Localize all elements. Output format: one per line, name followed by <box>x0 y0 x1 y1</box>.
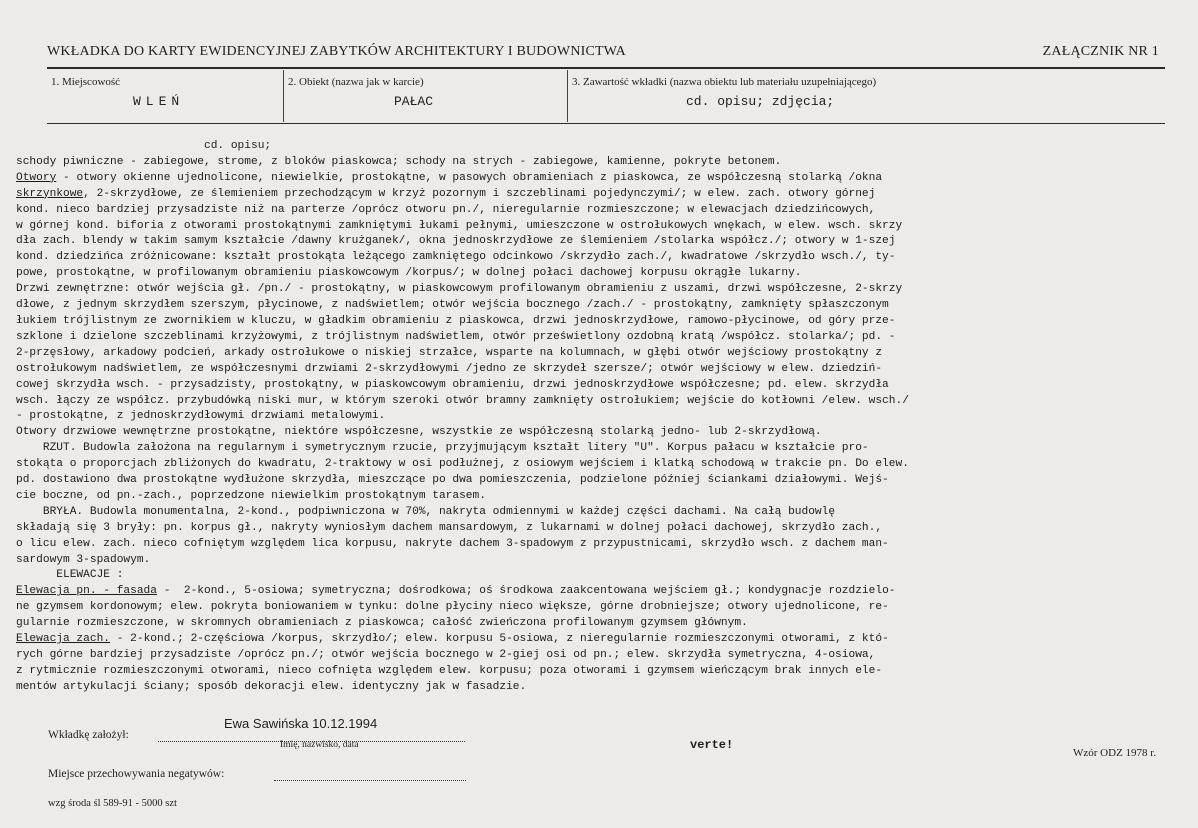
line-text: stokąta o proporcjach zbliżonych do kwadratu, 2-traktowy w osi podłużnej, z osiowym wejściem i klatką schodową w trakcie pn. Do elew. <box>16 458 909 471</box>
description-line <box>16 409 1181 425</box>
line-text: dła zach. blendy w takim samym kształcie /dawny krużganek/, okna jednoskrzydłowe ze ślemieniem /stolarka współcz./; otwory w 1-szej <box>16 235 896 248</box>
handwritten-signature: Ewa Sawińska 10.12.1994 <box>224 716 378 731</box>
description-line <box>16 139 1181 155</box>
form-title: WKŁADKA DO KARTY EWIDENCYJNEJ ZABYTKÓW ARCHITEKTURY I BUDOWNICTWA <box>47 44 626 59</box>
line-text: łukiem trójlistnym ze zwornikiem w kluczu, w gładkim obramieniu z piaskowca, drzwi jednoskrzydłowe, ramowo-płycinowe, od góry prze- <box>16 314 896 327</box>
annex-number: ZAŁĄCZNIK NR 1 <box>1042 44 1159 59</box>
description-line <box>16 441 1181 457</box>
description-line <box>16 394 1181 410</box>
line-text: cie boczne, od pn.-zach., poprzedzone niewielkim prostokątnym tarasem. <box>16 489 486 502</box>
description-line <box>16 282 1181 298</box>
field-contents <box>568 70 1165 122</box>
description-line <box>16 298 1181 314</box>
description-line <box>16 473 1181 489</box>
section-heading: Elewacja pn. - fasada <box>16 585 157 598</box>
line-text: z rytmicznie rozmieszczonymi otworami, nieco cofnięta względem elew. korpusu; poza otworami i gzymsem wieńczącym brak innych ele- <box>16 664 883 677</box>
line-text: ELEWACJE : <box>16 569 124 582</box>
description-line <box>16 187 1181 203</box>
description-line <box>16 600 1181 616</box>
description-line <box>16 250 1181 266</box>
description-line <box>16 648 1181 664</box>
description-line <box>16 203 1181 219</box>
line-text: , 2-skrzydłowe, ze ślemieniem przechodzącym w krzyż pozornym i szczeblinami pojedynczymi/; w elew. zach. otwory górnej <box>83 187 876 200</box>
line-text: cd. opisu; <box>16 140 272 152</box>
description-line <box>16 537 1181 553</box>
description-line <box>16 155 1181 171</box>
field-object-label: 2. Obiekt (nazwa jak w karcie) <box>288 76 424 88</box>
section-heading: skrzynkowe <box>16 187 84 200</box>
negatives-location-label: Miejsce przechowywania negatywów: <box>48 768 225 780</box>
fields-rule <box>47 123 1165 124</box>
description-line <box>16 632 1181 648</box>
section-heading: Otwory <box>16 171 57 184</box>
line-text: Drzwi zewnętrzne: otwór wejścia gł. /pn./ - prostokątny, w piaskowcowym profilowanym obramieniu z uszami, drzwi współczesne, 2-skrzy <box>16 283 903 296</box>
description-line <box>16 457 1181 473</box>
form-header <box>47 44 1165 66</box>
description-line <box>16 314 1181 330</box>
description-line <box>16 489 1181 505</box>
line-text: mentów artykulacji ściany; sposób dekoracji elew. identyczny jak w fasadzie. <box>16 680 527 693</box>
description-line <box>16 680 1181 696</box>
field-locality-value: WLEŃ <box>133 94 185 109</box>
line-text: szklone i dzielone szczeblinami krzyżowymi, z trójlistnym nadświetlem, otwór prześwietlony ozdobną kratą /współcz. stolarka/; pd. - <box>16 330 896 343</box>
line-text: składają się 3 bryły: pn. korpus gł., nakryty wyniosłym dachem mansardowym, z lukarnami w dolnej połaci dachowej, skrzydło zach., <box>16 521 883 534</box>
line-text: Otwory drzwiowe wewnętrzne prostokątne, niektóre współczesne, wszystkie ze współczesną stolarką jedno- lub 2-skrzydłową. <box>16 426 822 439</box>
name-date-hint: Imię, nazwisko, data <box>280 740 359 750</box>
description-text <box>16 139 1181 696</box>
line-text: RZUT. Budowla założona na regularnym i symetrycznym rzucie, przyjmującym kształt litery "U". Korpus pałacu w kształcie pro- <box>16 442 869 455</box>
form-fields <box>47 70 1165 122</box>
form-model: Wzór ODZ 1978 r. <box>1073 747 1157 759</box>
description-line <box>16 171 1181 187</box>
line-text: pd. dostawiono dwa prostokątne wydłużone skrzydła, mieszczące po dwa pomieszczenia, podzielone później ściankami działowymi. Wejś- <box>16 474 889 487</box>
description-line <box>16 362 1181 378</box>
created-by-label: Wkładkę założył: <box>48 729 129 741</box>
description-line <box>16 266 1181 282</box>
description-line <box>16 425 1181 441</box>
field-locality <box>47 70 284 122</box>
line-text: - 2-kond., 5-osiowa; symetryczna; dośrodkowa; oś środkowa zaakcentowana wejściem gł.; kondygnacje rozdzielo- <box>157 585 896 598</box>
description-line <box>16 616 1181 632</box>
line-text: wsch. łączy ze współcz. przybudówką niski mur, w którym szeroki otwór bramny zamknięty ostrołukiem; wejście do kotłowni /elew. wsch./ <box>16 394 909 407</box>
header-rule <box>47 67 1165 69</box>
description-line <box>16 378 1181 394</box>
description-line <box>16 505 1181 521</box>
line-text: gularnie rozmieszczone, w skromnych obramieniach z piaskowca; całość zwieńczona profilowanym gzymsem głównym. <box>16 617 748 630</box>
line-text: kond. nieco bardziej przysadziste niż na parterze /oprócz otworu pn./, nieregularnie rozmieszczone; w elewacjach dziedzińcowych, <box>16 203 876 216</box>
line-text: w górnej kond. biforia z otworami prostokątnymi zamkniętymi łukami pełnymi, umieszczone w ostrołukowych wnękach, w elew. wsch. skrzy <box>16 219 903 232</box>
description-line <box>16 664 1181 680</box>
description-line <box>16 584 1181 600</box>
field-locality-label: 1. Miejscowość <box>51 76 121 88</box>
line-text: cowej skrzydła wsch. - przysadzisty, prostokątny, w piaskowcowym obramieniu, drzwi jednoskrzydłowe współczesne; pd. elew. skrzydła <box>16 378 889 391</box>
line-text: 2-przęsłowy, arkadowy podcień, arkady ostrołukowe o niskiej strzałce, wsparte na kolumnach, w głębi otwór wejściowy prostokątny z <box>16 346 883 359</box>
description-line <box>16 346 1181 362</box>
line-text: ostrołukowym nadświetlem, ze współczesnymi drzwiami 2-skrzydłowymi /jedno ze skrzydeł szersze/; otwór wejściowy w elew. dziedziń- <box>16 362 883 375</box>
verte-note: verte! <box>690 738 734 752</box>
line-text: o licu elew. zach. nieco cofniętym względem lica korpusu, nakryte dachem 3-spadowym z przypustnicami, skrzydło wsch. z dachem man- <box>16 537 889 550</box>
line-text: ne gzymsem kordonowym; elew. pokryta boniowaniem w tynku: dolne płyciny nieco większe, górne drobniejsze; otwory ujednolicone, re- <box>16 601 889 614</box>
line-text: dłowe, z jednym skrzydłem szerszym, płycinowe, z nadświetlem; otwór wejścia bocznego /zach./ - prostokątny, zamknięty spłaszczonym <box>16 299 889 312</box>
description-line <box>16 219 1181 235</box>
description-line <box>16 521 1181 537</box>
line-text: sardowym 3-spadowym. <box>16 553 151 566</box>
field-contents-value: cd. opisu; zdjęcia; <box>686 94 835 109</box>
line-text: - prostokątne, z jednoskrzydłowymi drzwiami metalowymi. <box>16 410 386 423</box>
line-text: powe, prostokątne, w profilowanym obramieniu piaskowcowym /korpus/; w dolnej połaci dachowej korpusu okrągłe lukarny. <box>16 267 802 280</box>
field-object-value: PAŁAC <box>394 94 434 109</box>
line-text: kond. dziedzińca zróżnicowane: kształt prostokąta leżącego zamkniętego odcinkowo /skrzydło zach./, kwadratowe /skrzydło wsch./, ty- <box>16 251 896 264</box>
negatives-location-line <box>274 780 466 781</box>
line-text: BRYŁA. Budowla monumentalna, 2-kond., podpiwniczona w 70%, nakryta odmiennymi w każdej części dachami. Na całą budowlę <box>16 505 836 518</box>
line-text: schody piwniczne - zabiegowe, strome, z bloków piaskowca; schody na strych - zabiegowe, kamienne, pokryte betonem. <box>16 155 782 168</box>
print-info: wzg środa śl 589-91 - 5000 szt <box>48 798 177 809</box>
line-text: - 2-kond.; 2-częściowa /korpus, skrzydło/; elew. korpusu 5-osiowa, z nieregularnie rozmieszczonymi otworami, z któ- <box>110 633 889 646</box>
line-text: - otwory okienne ujednolicone, niewielkie, prostokątne, w pasowych obramieniach z piaskowca, ze współczesną stolarką /okna <box>56 171 883 184</box>
description-line <box>16 568 1181 584</box>
description-line <box>16 553 1181 569</box>
section-heading: Elewacja zach. <box>16 633 110 646</box>
line-text: rych górne bardziej przysadziste /oprócz pn./; otwór wejścia bocznego w 2-giej osi od pn.; elew. skrzydła symetryczna, 4-osiowa, <box>16 649 876 661</box>
field-contents-label: 3. Zawartość wkładki (nazwa obiektu lub materiału uzupełniającego) <box>572 76 877 88</box>
field-object <box>284 70 568 122</box>
description-line <box>16 330 1181 346</box>
description-line <box>16 234 1181 250</box>
